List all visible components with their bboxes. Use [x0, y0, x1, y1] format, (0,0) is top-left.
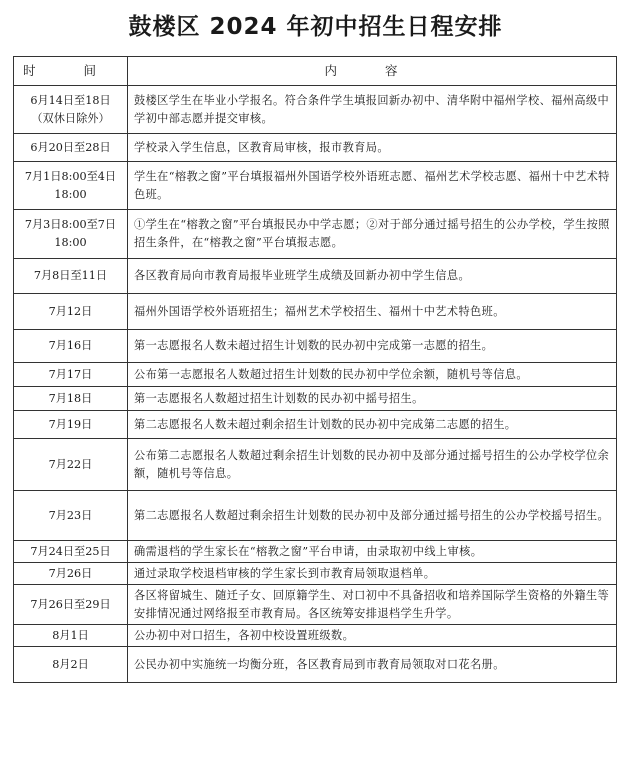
row-content: 福州外国语学校外语班招生；福州艺术学校招生、福州十中艺术特色班。 — [128, 294, 617, 330]
table-row — [14, 134, 617, 162]
row-time: 6月20日至28日 — [14, 134, 128, 162]
table-row — [14, 387, 617, 411]
row-time: 7月17日 — [14, 363, 128, 387]
row-content: 确需退档的学生家长在“榕教之窗”平台申请，由录取初中线上审核。 — [128, 541, 617, 563]
table-row — [14, 210, 617, 259]
row-content: 鼓楼区学生在毕业小学报名。符合条件学生填报回新办初中、清华附中福州学校、福州高级中学初中部志愿并提交审核。 — [128, 86, 617, 134]
row-content: 学校录入学生信息，区教育局审核，报市教育局。 — [128, 134, 617, 162]
row-content: ①学生在“榕教之窗”平台填报民办中学志愿；②对于部分通过摇号招生的公办学校，学生按照招生条件，在“榕教之窗”平台填报志愿。 — [128, 210, 617, 259]
table-header-row — [14, 57, 617, 86]
table-row — [14, 330, 617, 363]
table-row — [14, 259, 617, 294]
row-time: 7月19日 — [14, 411, 128, 439]
schedule-table — [13, 56, 617, 683]
row-time: 8月1日 — [14, 625, 128, 647]
row-content: 第二志愿报名人数超过剩余招生计划数的民办初中及部分通过摇号招生的公办学校摇号招生。 — [128, 491, 617, 541]
row-time: 7月12日 — [14, 294, 128, 330]
row-time: 7月22日 — [14, 439, 128, 491]
row-content: 公办初中对口招生，各初中校设置班级数。 — [128, 625, 617, 647]
table-row — [14, 625, 617, 647]
row-time: 7月24日至25日 — [14, 541, 128, 563]
table-row — [14, 647, 617, 683]
row-time: 7月26日至29日 — [14, 585, 128, 625]
table-row — [14, 294, 617, 330]
table-row — [14, 563, 617, 585]
row-time: 7月16日 — [14, 330, 128, 363]
table-row — [14, 491, 617, 541]
schedule-rows — [14, 86, 617, 683]
row-time: 7月18日 — [14, 387, 128, 411]
row-content: 第二志愿报名人数未超过剩余招生计划数的民办初中完成第二志愿的招生。 — [128, 411, 617, 439]
row-time: 7月23日 — [14, 491, 128, 541]
header-time: 时 间 — [14, 57, 128, 86]
row-content: 各区将留城生、随迁子女、回原籍学生、对口初中不具备招收和培养国际学生资格的外籍生等安排情况通过网络报至市教育局。各区统筹安排退档学生升学。 — [128, 585, 617, 625]
table-row — [14, 363, 617, 387]
row-time: 7月3日8:00至7日18:00 — [14, 210, 128, 259]
row-time: 6月14日至18日 （双休日除外） — [14, 86, 128, 134]
row-content: 第一志愿报名人数超过招生计划数的民办初中摇号招生。 — [128, 387, 617, 411]
row-time: 7月26日 — [14, 563, 128, 585]
row-time: 7月8日至11日 — [14, 259, 128, 294]
table-row — [14, 585, 617, 625]
page-title: 鼓楼区 2024 年初中招生日程安排 — [128, 14, 503, 40]
table-row — [14, 439, 617, 491]
row-content: 公布第二志愿报名人数超过剩余招生计划数的民办初中及部分通过摇号招生的公办学校学位余额，随机号等信息。 — [128, 439, 617, 491]
table-row — [14, 162, 617, 210]
row-time: 8月2日 — [14, 647, 128, 683]
table-row — [14, 411, 617, 439]
row-content: 学生在“榕教之窗”平台填报福州外国语学校外语班志愿、福州艺术学校志愿、福州十中艺术特色班。 — [128, 162, 617, 210]
row-content: 各区教育局向市教育局报毕业班学生成绩及回新办初中学生信息。 — [128, 259, 617, 294]
header-content: 内 容 — [128, 57, 617, 86]
row-content: 第一志愿报名人数未超过招生计划数的民办初中完成第一志愿的招生。 — [128, 330, 617, 363]
row-content: 通过录取学校退档审核的学生家长到市教育局领取退档单。 — [128, 563, 617, 585]
row-content: 公布第一志愿报名人数超过招生计划数的民办初中学位余额，随机号等信息。 — [128, 363, 617, 387]
table-row — [14, 541, 617, 563]
row-time: 7月1日8:00至4日18:00 — [14, 162, 128, 210]
table-row — [14, 86, 617, 134]
row-content: 公民办初中实施统一均衡分班，各区教育局到市教育局领取对口花名册。 — [128, 647, 617, 683]
